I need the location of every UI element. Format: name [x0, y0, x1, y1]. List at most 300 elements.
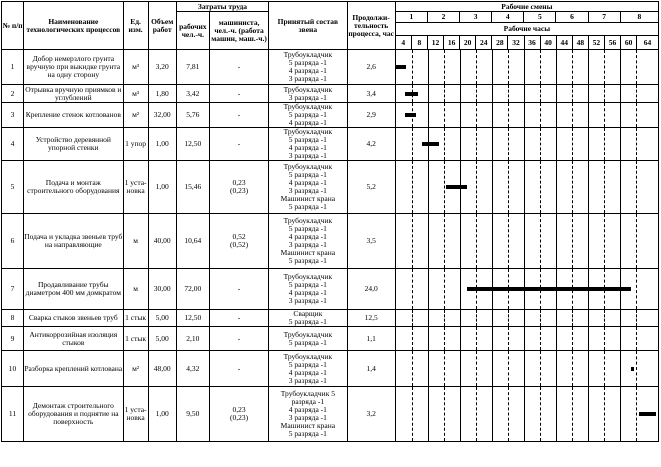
- gantt-gridline: [428, 310, 429, 326]
- gantt-gridline: [636, 161, 637, 213]
- gantt-gridline: [412, 269, 413, 309]
- gantt-gridline: [556, 310, 557, 326]
- hour-tick: 28: [491, 36, 507, 49]
- gantt-gridline: [588, 85, 589, 102]
- gantt-gridline: [428, 269, 429, 309]
- table-row: [2, 50, 659, 85]
- shift-number: 6: [556, 12, 588, 23]
- row-num: 8: [2, 310, 24, 327]
- gantt-grid: [396, 310, 658, 326]
- gantt-gridline: [508, 128, 509, 160]
- gantt-gridline: [476, 128, 477, 160]
- gantt-bar: [396, 65, 406, 69]
- gantt-gridline: [572, 310, 573, 326]
- header-machinists: машиниста, чел.-ч. (работа машин, маш.-ч.): [209, 12, 268, 50]
- hour-tick: 40: [540, 36, 556, 49]
- row-machinists: -: [209, 103, 268, 128]
- header-hours-title: Рабочие часы: [396, 23, 658, 36]
- gantt-cell: [395, 103, 658, 128]
- gantt-gridline: [524, 310, 525, 326]
- row-process: Подача и монтаж строительного оборудования: [24, 161, 123, 214]
- gantt-cell: [395, 351, 658, 387]
- row-unit: м: [123, 269, 148, 310]
- gantt-gridline: [556, 387, 557, 441]
- row-crew: Трубоукладчик 5 разряда -1 4 разряда -1 3 разряда -1: [269, 50, 347, 85]
- row-volume: 5,00: [148, 310, 176, 327]
- gantt-gridline: [620, 310, 621, 326]
- header-workers: рабочих чел.-ч.: [176, 12, 209, 50]
- gantt-gridline: [476, 327, 477, 350]
- gantt-gridline: [476, 103, 477, 127]
- gantt-gridline: [492, 128, 493, 160]
- gantt-gridline: [524, 128, 525, 160]
- table-row: [2, 214, 659, 269]
- gantt-gridline: [620, 128, 621, 160]
- row-crew: Трубоукладчик 3 разряда -1: [269, 85, 347, 103]
- row-process: Добор немерзлого грунта вручную при выкидке грунта на одну сторону: [24, 50, 123, 85]
- row-crew: Сварщик 5 разряда -1: [269, 310, 347, 327]
- gantt-gridline: [588, 128, 589, 160]
- gantt-bar: [446, 185, 467, 189]
- row-crew: Трубоукладчик 5 разряда -1 4 разряда -1 3 разряда -1: [269, 351, 347, 387]
- gantt-gridline: [572, 50, 573, 84]
- gantt-gridline: [460, 310, 461, 326]
- gantt-bar: [631, 367, 634, 371]
- gantt-gridline: [444, 161, 445, 213]
- row-unit: м²: [123, 351, 148, 387]
- gantt-gridline: [620, 161, 621, 213]
- gantt-bar: [405, 92, 419, 96]
- row-machinists: -: [209, 351, 268, 387]
- row-unit: м: [123, 214, 148, 269]
- gantt-gridline: [540, 214, 541, 268]
- gantt-gridline: [476, 214, 477, 268]
- gantt-grid: [396, 214, 658, 268]
- row-crew: Трубоукладчик 5 разряда -1 4 разряда -1 3 разряда -1 Машинист крана 5 разряда -1: [269, 214, 347, 269]
- gantt-gridline: [460, 269, 461, 309]
- gantt-bar: [422, 142, 439, 146]
- gantt-gridline: [540, 50, 541, 84]
- shift-number: 5: [524, 12, 556, 23]
- gantt-grid: [396, 50, 658, 84]
- header-crew: Принятый состав звена: [269, 2, 347, 50]
- gantt-gridline: [604, 214, 605, 268]
- row-volume: 32,00: [148, 103, 176, 128]
- gantt-gridline: [492, 387, 493, 441]
- gantt-gridline: [636, 50, 637, 84]
- gantt-gridline: [604, 85, 605, 102]
- hour-tick: 12: [427, 36, 443, 49]
- gantt-gridline: [620, 214, 621, 268]
- gantt-gridline: [444, 351, 445, 386]
- table-row: [2, 269, 659, 310]
- gantt-gridline: [620, 351, 621, 386]
- gantt-gridline: [492, 214, 493, 268]
- gantt-gridline: [444, 269, 445, 309]
- gantt-gridline: [572, 387, 573, 441]
- row-volume: 30,00: [148, 269, 176, 310]
- hour-tick: 36: [524, 36, 540, 49]
- row-num: 6: [2, 214, 24, 269]
- gantt-gridline: [412, 310, 413, 326]
- gantt-gridline: [556, 128, 557, 160]
- gantt-gridline: [492, 85, 493, 102]
- gantt-grid: [396, 103, 658, 127]
- gantt-gridline: [476, 351, 477, 386]
- row-unit: м³: [123, 85, 148, 103]
- gantt-gridline: [604, 327, 605, 350]
- header-num: № п/п: [2, 2, 24, 50]
- gantt-gridline: [524, 327, 525, 350]
- gantt-gridline: [492, 103, 493, 127]
- gantt-gridline: [428, 50, 429, 84]
- gantt-gridline: [588, 351, 589, 386]
- gantt-cell: [395, 161, 658, 214]
- gantt-gridline: [476, 161, 477, 213]
- row-num: 9: [2, 327, 24, 351]
- row-num: 3: [2, 103, 24, 128]
- gantt-grid: [396, 387, 658, 441]
- gantt-gridline: [460, 128, 461, 160]
- gantt-gridline: [444, 327, 445, 350]
- gantt-gridline: [572, 85, 573, 102]
- gantt-gridline: [460, 214, 461, 268]
- gantt-gridline: [524, 161, 525, 213]
- table-row: [2, 128, 659, 161]
- gantt-gridline: [524, 214, 525, 268]
- row-machinists: -: [209, 310, 268, 327]
- gantt-gridline: [508, 214, 509, 268]
- gantt-gridline: [412, 50, 413, 84]
- gantt-gridline: [444, 128, 445, 160]
- gantt-gridline: [588, 214, 589, 268]
- gantt-gridline: [492, 327, 493, 350]
- gantt-gridline: [556, 214, 557, 268]
- gantt-gridline: [444, 103, 445, 127]
- hour-tick: 56: [604, 36, 620, 49]
- hour-tick: 4: [401, 38, 406, 47]
- gantt-gridline: [412, 128, 413, 160]
- gantt-gridline: [412, 387, 413, 441]
- row-duration: 4,2: [347, 128, 395, 161]
- row-num: 4: [2, 128, 24, 161]
- gantt-gridline: [636, 103, 637, 127]
- gantt-gridline: [620, 103, 621, 127]
- row-duration: 3,5: [347, 214, 395, 269]
- row-crew: Трубоукладчик 5 разряда -1 4 разряда -1 3 разряда -1: [269, 269, 347, 310]
- gantt-gridline: [444, 387, 445, 441]
- row-num: 2: [2, 85, 24, 103]
- row-duration: 2,6: [347, 50, 395, 85]
- gantt-gridline: [572, 103, 573, 127]
- row-process: Подача и укладка звеньев труб на направляющие: [24, 214, 123, 269]
- gantt-gridline: [540, 103, 541, 127]
- row-workers: 2,10: [176, 327, 209, 351]
- shift-number: 1: [395, 12, 427, 23]
- gantt-gridline: [636, 85, 637, 102]
- gantt-cell: [395, 50, 658, 85]
- gantt-gridline: [556, 351, 557, 386]
- row-duration: 3,4: [347, 85, 395, 103]
- hour-ticks-row: [396, 36, 658, 49]
- gantt-gridline: [620, 50, 621, 84]
- row-unit: 1 стык: [123, 310, 148, 327]
- row-crew: Трубоукладчик 5 разряда -1: [269, 327, 347, 351]
- gantt-cell: [395, 269, 658, 310]
- row-process: Сварка стыков звеньев труб: [24, 310, 123, 327]
- gantt-cell: [395, 327, 658, 351]
- hour-tick: 60: [620, 36, 636, 49]
- schedule-table: [1, 1, 659, 442]
- row-duration: 3,2: [347, 387, 395, 442]
- row-machinists: -: [209, 128, 268, 161]
- gantt-gridline: [636, 310, 637, 326]
- row-volume: 1,00: [148, 387, 176, 442]
- gantt-gridline: [428, 214, 429, 268]
- row-workers: 5,76: [176, 103, 209, 128]
- row-volume: 1,80: [148, 85, 176, 103]
- row-workers: 15,46: [176, 161, 209, 214]
- gantt-gridline: [428, 85, 429, 102]
- table-row: [2, 310, 659, 327]
- shift-number: 8: [620, 12, 658, 23]
- hour-tick: 32: [507, 36, 523, 49]
- gantt-gridline: [556, 50, 557, 84]
- row-duration: 2,9: [347, 103, 395, 128]
- gantt-gridline: [444, 50, 445, 84]
- gantt-cell: [395, 310, 658, 327]
- gantt-gridline: [492, 351, 493, 386]
- table-row: [2, 387, 659, 442]
- gantt-gridline: [604, 310, 605, 326]
- table-row: [2, 327, 659, 351]
- gantt-gridline: [460, 85, 461, 102]
- gantt-gridline: [636, 128, 637, 160]
- gantt-gridline: [540, 85, 541, 102]
- gantt-gridline: [524, 85, 525, 102]
- gantt-gridline: [460, 103, 461, 127]
- table-row: [2, 103, 659, 128]
- gantt-gridline: [572, 327, 573, 350]
- shift-number: 7: [588, 12, 620, 23]
- header-process: Наименование технологических процессов: [24, 2, 123, 50]
- gantt-gridline: [508, 351, 509, 386]
- row-machinists: -: [209, 85, 268, 103]
- row-process: Антикоррозийная изоляция стыков: [24, 327, 123, 351]
- gantt-gridline: [492, 161, 493, 213]
- header-hours: [395, 23, 658, 50]
- row-num: 11: [2, 387, 24, 442]
- row-workers: 9,50: [176, 387, 209, 442]
- gantt-gridline: [524, 103, 525, 127]
- gantt-gridline: [556, 103, 557, 127]
- gantt-gridline: [508, 161, 509, 213]
- gantt-gridline: [620, 85, 621, 102]
- row-volume: 3,20: [148, 50, 176, 85]
- gantt-gridline: [604, 161, 605, 213]
- gantt-gridline: [572, 161, 573, 213]
- row-volume: 40,00: [148, 214, 176, 269]
- gantt-gridline: [572, 351, 573, 386]
- gantt-gridline: [508, 85, 509, 102]
- gantt-gridline: [604, 387, 605, 441]
- row-machinists: 0,52 (0,52): [209, 214, 268, 269]
- row-unit: 1 уста- новка: [123, 161, 148, 214]
- gantt-gridline: [556, 161, 557, 213]
- table-row: [2, 161, 659, 214]
- row-crew: Трубоукладчик 5 разряда -1 4 разряда -1 3 разряда -1 Машинист крана 5 разряда -1: [269, 161, 347, 214]
- gantt-cell: [395, 214, 658, 269]
- row-duration: 1,1: [347, 327, 395, 351]
- hour-tick: 20: [459, 36, 475, 49]
- gantt-bar: [639, 412, 657, 416]
- gantt-gridline: [588, 327, 589, 350]
- row-crew: Трубоукладчик 5 разряда -1 4 разряда -1 3 разряда -1 Машинист крана 5 разряда -1: [269, 387, 347, 442]
- gantt-gridline: [428, 161, 429, 213]
- gantt-gridline: [444, 85, 445, 102]
- gantt-gridline: [588, 50, 589, 84]
- row-volume: 48,00: [148, 351, 176, 387]
- row-num: 7: [2, 269, 24, 310]
- row-process: Демонтаж строительного оборудования и поднятие на поверхность: [24, 387, 123, 442]
- row-process: Продавливание трубы диаметром 400 мм домкратом: [24, 269, 123, 310]
- shift-number: 4: [492, 12, 524, 23]
- row-duration: 1,4: [347, 351, 395, 387]
- gantt-cell: [395, 128, 658, 161]
- gantt-gridline: [508, 327, 509, 350]
- hour-tick: 52: [588, 36, 604, 49]
- gantt-gridline: [636, 351, 637, 386]
- row-crew: Трубоукладчик 5 разряда -1 4 разряда -1 3 разряда -1: [269, 128, 347, 161]
- gantt-gridline: [476, 50, 477, 84]
- gantt-gridline: [460, 387, 461, 441]
- gantt-gridline: [412, 327, 413, 350]
- gantt-grid: [396, 327, 658, 350]
- gantt-gridline: [428, 103, 429, 127]
- gantt-gridline: [428, 387, 429, 441]
- row-process: Разборка креплений котлована: [24, 351, 123, 387]
- header-labor-costs: Затраты труда: [176, 2, 268, 12]
- row-process: Крепление стенок котлованов: [24, 103, 123, 128]
- gantt-gridline: [572, 214, 573, 268]
- row-crew: Трубоукладчик 5 разряда -1 4 разряда -1: [269, 103, 347, 128]
- gantt-gridline: [460, 50, 461, 84]
- row-num: 10: [2, 351, 24, 387]
- row-unit: 1 упор: [123, 128, 148, 161]
- gantt-grid: [396, 161, 658, 213]
- gantt-gridline: [508, 387, 509, 441]
- gantt-gridline: [460, 327, 461, 350]
- gantt-gridline: [588, 387, 589, 441]
- shift-number: 2: [427, 12, 459, 23]
- gantt-gridline: [588, 310, 589, 326]
- gantt-gridline: [412, 351, 413, 386]
- row-duration: 24,0: [347, 269, 395, 310]
- gantt-gridline: [444, 310, 445, 326]
- row-process: Отрывка вручную приямков и углублений: [25, 84, 122, 102]
- row-volume: 1,00: [148, 161, 176, 214]
- shift-number: 3: [460, 12, 492, 23]
- row-unit: м²: [123, 103, 148, 128]
- hour-tick: 48: [572, 36, 588, 49]
- gantt-gridline: [636, 387, 637, 441]
- gantt-gridline: [636, 214, 637, 268]
- gantt-gridline: [540, 351, 541, 386]
- gantt-gridline: [524, 50, 525, 84]
- row-unit: 1 уста- новка: [123, 387, 148, 442]
- gantt-gridline: [524, 351, 525, 386]
- gantt-gridline: [428, 351, 429, 386]
- row-workers: 72,00: [176, 269, 209, 310]
- row-machinists: -: [209, 50, 268, 85]
- row-workers: 12,50: [176, 310, 209, 327]
- gantt-gridline: [540, 128, 541, 160]
- gantt-gridline: [412, 214, 413, 268]
- row-machinists: 0,23 (0,23): [209, 387, 268, 442]
- row-num: 1: [2, 50, 24, 85]
- gantt-gridline: [588, 161, 589, 213]
- gantt-gridline: [636, 269, 637, 309]
- gantt-gridline: [476, 310, 477, 326]
- gantt-gridline: [572, 128, 573, 160]
- gantt-gridline: [604, 103, 605, 127]
- gantt-gridline: [588, 103, 589, 127]
- hour-tick: 44: [556, 36, 572, 49]
- gantt-gridline: [556, 85, 557, 102]
- gantt-gridline: [604, 50, 605, 84]
- gantt-gridline: [540, 387, 541, 441]
- gantt-gridline: [604, 128, 605, 160]
- hour-tick: 64: [636, 36, 658, 49]
- gantt-gridline: [540, 161, 541, 213]
- gantt-gridline: [524, 387, 525, 441]
- row-workers: 10,64: [176, 214, 209, 269]
- gantt-gridline: [620, 327, 621, 350]
- gantt-gridline: [604, 351, 605, 386]
- hour-tick: 16: [443, 36, 459, 49]
- row-workers: 3,42: [176, 85, 209, 103]
- gantt-gridline: [556, 327, 557, 350]
- row-duration: 5,2: [347, 161, 395, 214]
- gantt-gridline: [620, 387, 621, 441]
- gantt-grid: [396, 351, 658, 386]
- gantt-gridline: [444, 214, 445, 268]
- gantt-grid: [396, 85, 658, 102]
- row-machinists: -: [209, 327, 268, 351]
- gantt-gridline: [460, 351, 461, 386]
- table-row: [2, 85, 659, 103]
- gantt-bar: [467, 287, 631, 291]
- hour-tick: 24: [475, 36, 491, 49]
- header-unit: Ед. изм.: [123, 2, 148, 50]
- gantt-gridline: [508, 50, 509, 84]
- row-unit: 1 стык: [123, 327, 148, 351]
- gantt-gridline: [428, 327, 429, 350]
- gantt-gridline: [508, 103, 509, 127]
- gantt-bar: [405, 113, 417, 117]
- header-volume: Объем работ: [148, 2, 176, 50]
- row-workers: 4,32: [176, 351, 209, 387]
- gantt-gridline: [540, 327, 541, 350]
- gantt-gridline: [476, 387, 477, 441]
- row-machinists: 0,23 (0,23): [209, 161, 268, 214]
- row-volume: 1,00: [148, 128, 176, 161]
- row-unit: м³: [123, 50, 148, 85]
- gantt-gridline: [636, 327, 637, 350]
- table-row: [2, 351, 659, 387]
- gantt-gridline: [540, 310, 541, 326]
- gantt-cell: [395, 387, 658, 442]
